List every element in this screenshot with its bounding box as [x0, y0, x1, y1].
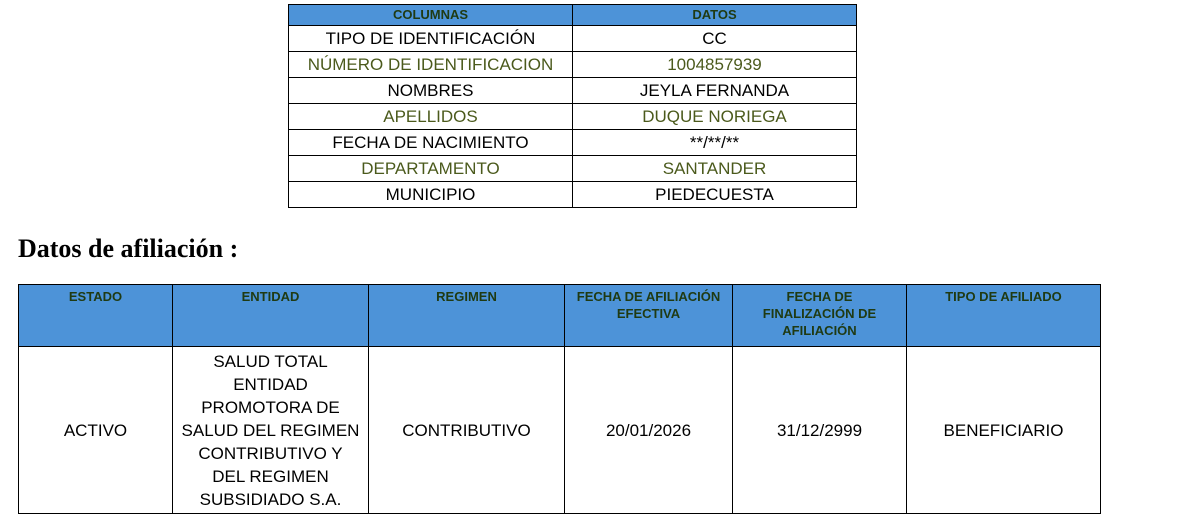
header-line: EFECTIVA — [616, 306, 681, 321]
table-row — [289, 182, 857, 208]
estado-header: ESTADO — [19, 285, 173, 347]
table-row — [289, 26, 857, 52]
entidad-line: DEL REGIMEN — [212, 466, 329, 486]
row-label: MUNICIPIO — [289, 182, 573, 208]
entidad-cell — [173, 347, 369, 514]
estado-cell: ACTIVO — [19, 347, 173, 514]
row-value: SANTANDER — [573, 156, 857, 182]
row-label: TIPO DE IDENTIFICACIÓN — [289, 26, 573, 52]
table-row — [289, 104, 857, 130]
header-line: FECHA DE AFILIACIÓN — [576, 289, 721, 304]
row-label: DEPARTAMENTO — [289, 156, 573, 182]
tipo-afiliado-header: TIPO DE AFILIADO — [907, 285, 1101, 347]
table-row — [289, 130, 857, 156]
entidad-line: PROMOTORA DE — [201, 397, 340, 417]
entidad-line: SALUD DEL REGIMEN — [181, 420, 360, 440]
row-value: 1004857939 — [573, 52, 857, 78]
tipo-afiliado-cell: BENEFICIARIO — [907, 347, 1101, 514]
table-row — [19, 347, 1101, 514]
row-value: **/**/** — [573, 130, 857, 156]
personal-data-table — [288, 4, 857, 208]
affiliation-table — [18, 284, 1101, 514]
row-value: JEYLA FERNANDA — [573, 78, 857, 104]
regimen-header: REGIMEN — [369, 285, 565, 347]
entidad-line: SALUD TOTAL — [213, 351, 328, 371]
affiliation-heading: Datos de afiliación : — [18, 234, 239, 263]
entidad-line: CONTRIBUTIVO Y — [198, 443, 343, 463]
header-line: FECHA DE — [786, 289, 853, 304]
row-value: DUQUE NORIEGA — [573, 104, 857, 130]
row-label: NOMBRES — [289, 78, 573, 104]
data-header: DATOS — [573, 5, 857, 26]
affiliation-header-row — [19, 285, 1101, 347]
table-row — [289, 52, 857, 78]
fecha-fin-cell: 31/12/2999 — [733, 347, 907, 514]
header-line: AFILIACIÓN — [782, 323, 857, 338]
fecha-efectiva-header — [565, 285, 733, 347]
fecha-efectiva-cell: 20/01/2026 — [565, 347, 733, 514]
entidad-line: ENTIDAD — [233, 374, 308, 394]
row-label: NÚMERO DE IDENTIFICACION — [289, 52, 573, 78]
row-value: PIEDECUESTA — [573, 182, 857, 208]
columns-header: COLUMNAS — [289, 5, 573, 26]
entidad-line: SUBSIDIADO S.A. — [199, 489, 342, 509]
row-label: FECHA DE NACIMIENTO — [289, 130, 573, 156]
regimen-cell: CONTRIBUTIVO — [369, 347, 565, 514]
table-row — [289, 156, 857, 182]
entidad-header: ENTIDAD — [173, 285, 369, 347]
personal-header-row — [289, 5, 857, 26]
row-value: CC — [573, 26, 857, 52]
fecha-fin-header — [733, 285, 907, 347]
table-row — [289, 78, 857, 104]
header-line: FINALIZACIÓN DE — [762, 306, 877, 321]
row-label: APELLIDOS — [289, 104, 573, 130]
